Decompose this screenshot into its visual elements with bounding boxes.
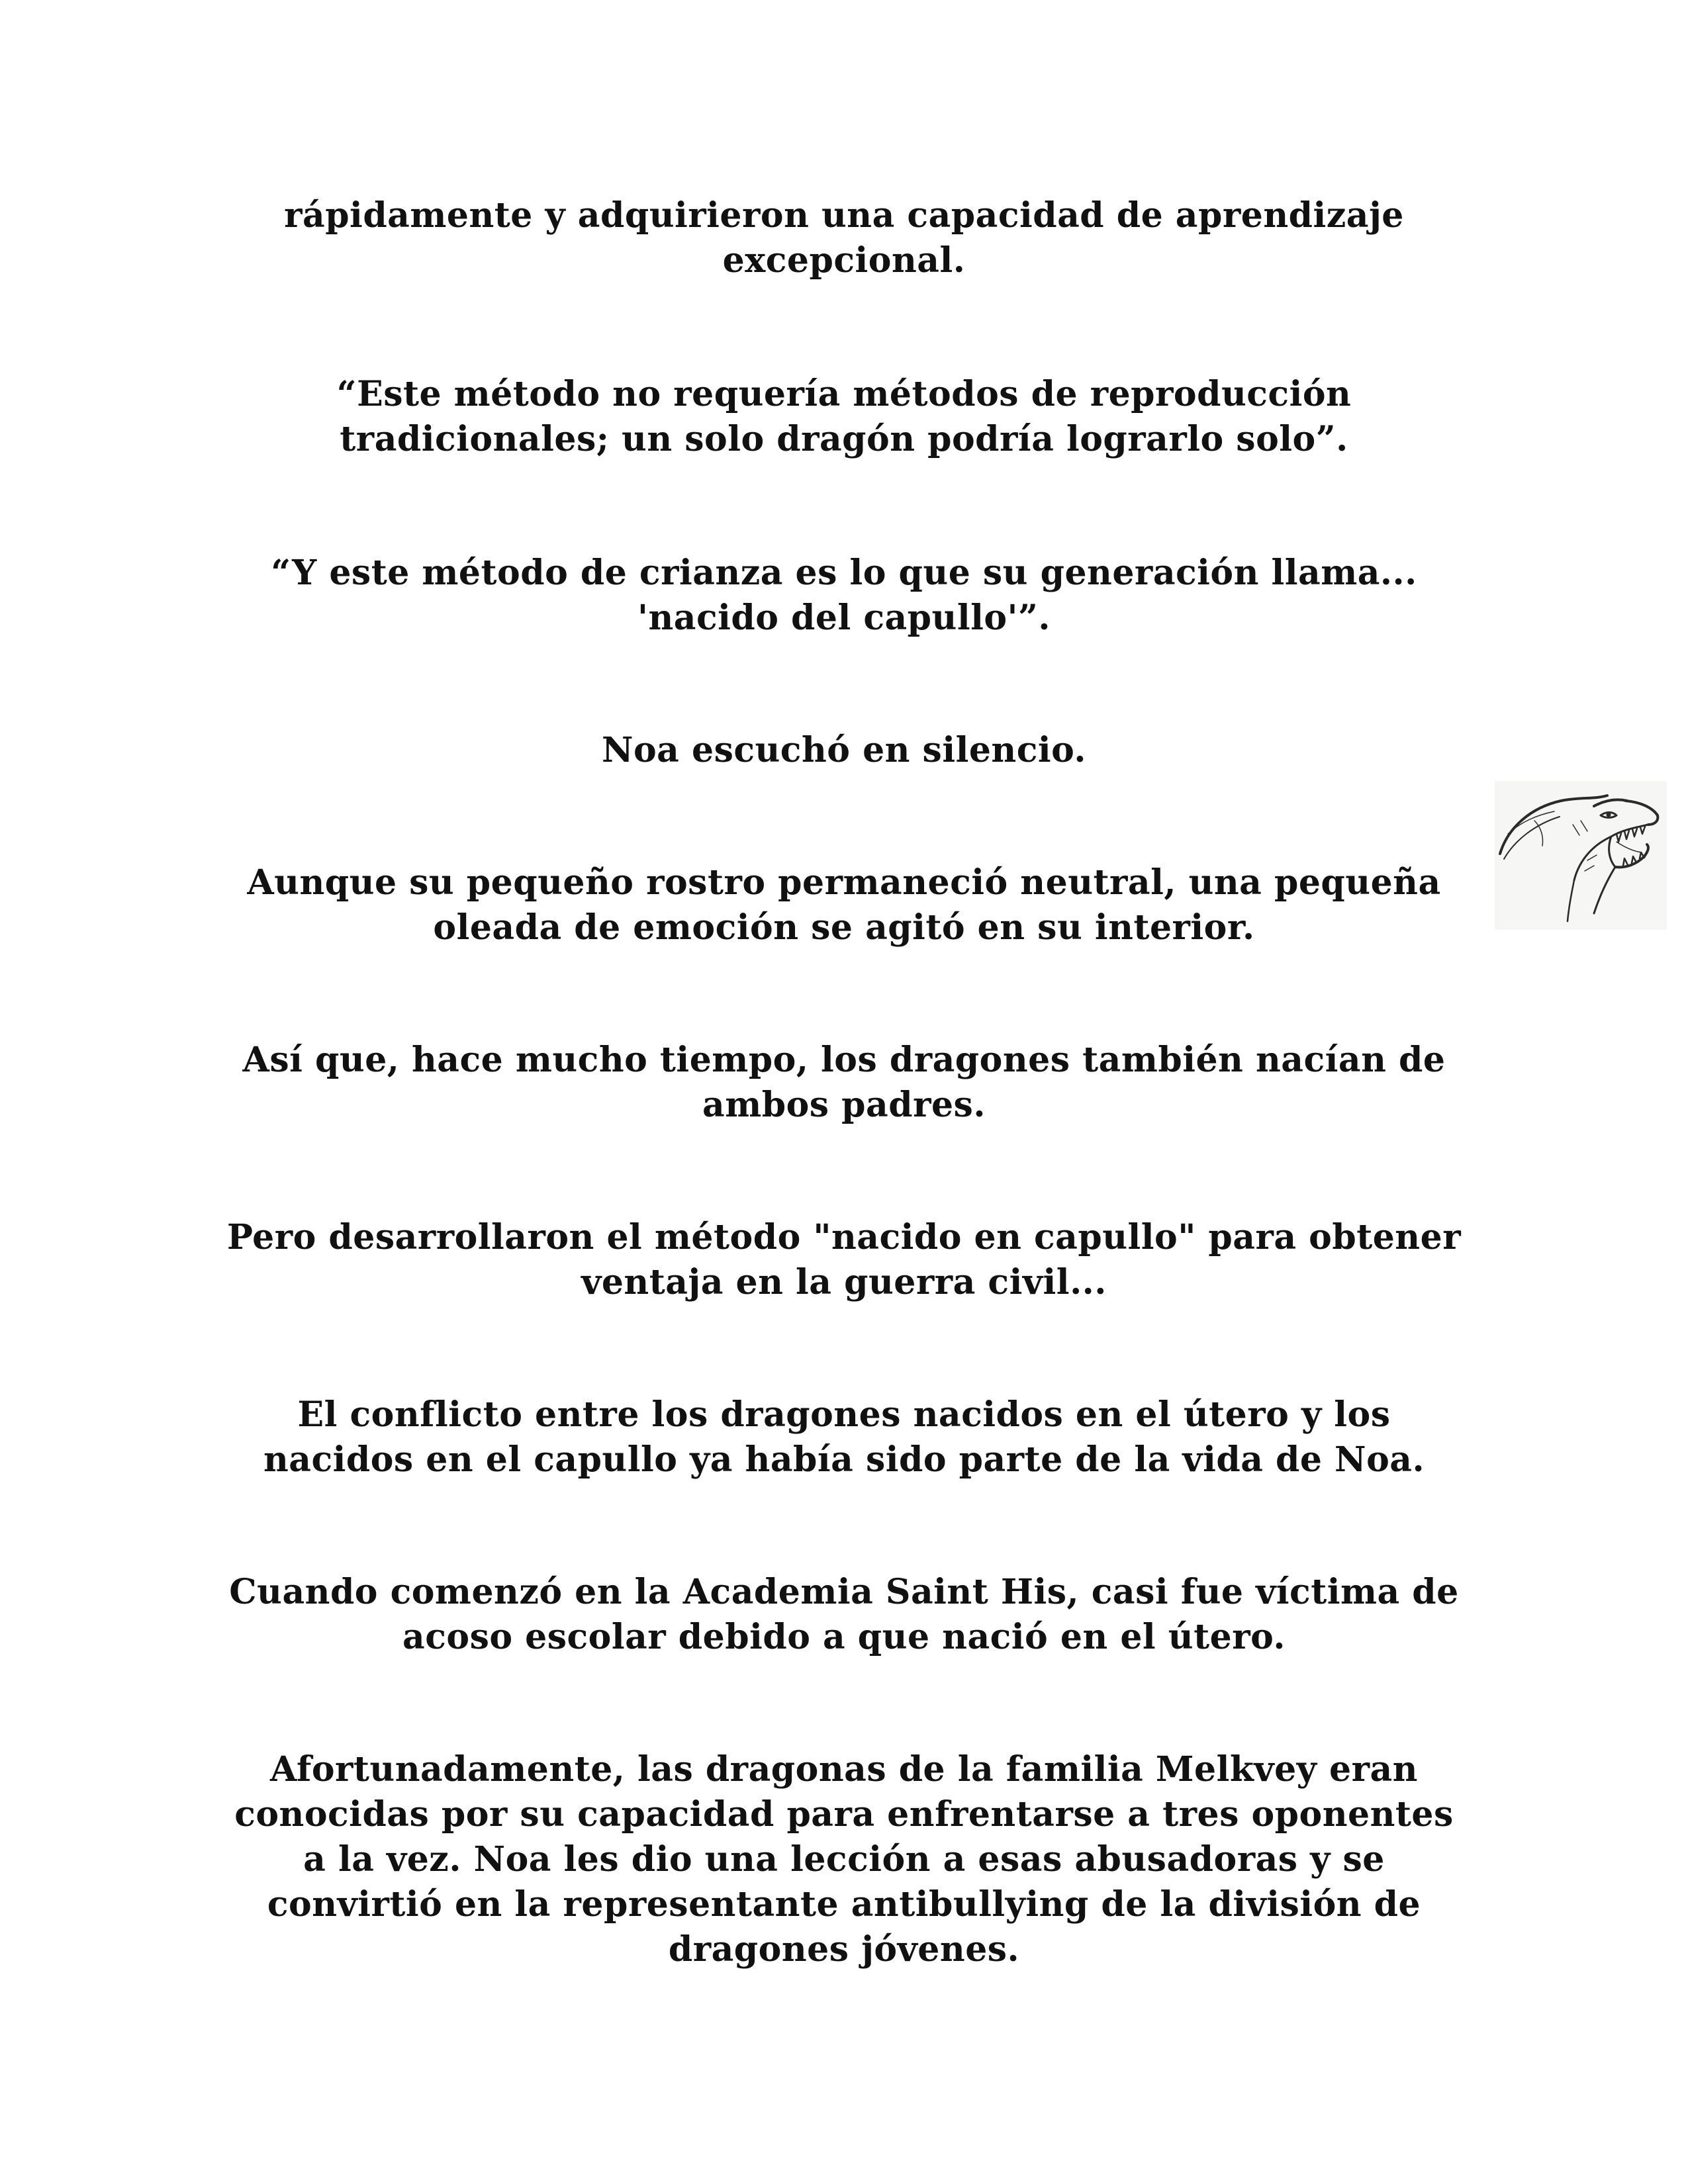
paragraph-line: dragones jóvenes. [668,1929,1020,1970]
paragraph-1 [199,193,1489,283]
paragraph-line: 'nacido del capullo'”. [637,598,1051,638]
paragraph-7 [199,1215,1489,1305]
paragraph-8 [199,1392,1489,1482]
paragraph-line: Noa escuchó en silencio. [601,730,1087,770]
dragon-head-sketch-icon [1495,781,1667,930]
paragraph-9 [199,1570,1489,1660]
paragraph-line: Afortunadamente, las dragonas de la familia Melkvey eran [270,1749,1418,1790]
paragraph-10 [199,1747,1489,1972]
paragraph-line: conocidas por su capacidad para enfrentarse a tres oponentes [234,1794,1454,1835]
paragraph-line: El conflicto entre los dragones nacidos en el útero y los [297,1394,1391,1435]
paragraph-line: Cuando comenzó en la Academia Saint His, casi fue víctima de [229,1572,1459,1612]
paragraph-line: “Este método no requería métodos de reproducción [336,374,1352,414]
paragraph-line: excepcional. [722,240,966,281]
paragraph-line: nacidos en el capullo ya había sido parte de la vida de Noa. [263,1439,1425,1480]
paragraph-line: acoso escolar debido a que nació en el útero. [402,1617,1286,1657]
paragraph-6 [199,1038,1489,1128]
paragraph-line: ventaja en la guerra civil... [581,1262,1107,1302]
paragraph-4 [199,728,1489,773]
paragraph-3 [199,551,1489,641]
paragraph-line: Aunque su pequeño rostro permaneció neutral, una pequeña [247,862,1441,903]
paragraph-5 [199,860,1489,950]
paragraph-line: rápidamente y adquirieron una capacidad de aprendizaje [284,195,1404,236]
paragraph-line: Pero desarrollaron el método "nacido en capullo" para obtener [226,1217,1462,1257]
paragraph-line: tradicionales; un solo dragón podría lograrlo solo”. [340,419,1348,459]
paragraph-line: convirtió en la representante antibullying de la división de [267,1884,1421,1925]
paragraph-line: “Y este método de crianza es lo que su generación llama... [271,553,1417,593]
paragraph-line: ambos padres. [702,1085,986,1125]
paragraph-line: oleada de emoción se agitó en su interior. [433,907,1255,948]
paragraph-line: Así que, hace mucho tiempo, los dragones también nacían de [242,1040,1446,1080]
paragraph-2 [199,372,1489,462]
paragraph-line: a la vez. Noa les dio una lección a esas abusadoras y se [303,1839,1385,1880]
